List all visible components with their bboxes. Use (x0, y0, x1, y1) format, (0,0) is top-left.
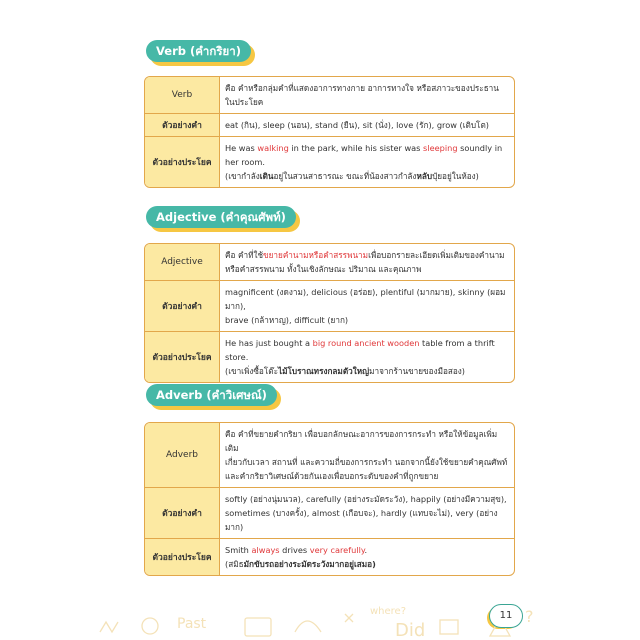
highlight-text: walking (257, 143, 289, 153)
section-title-verb: Verb (คำกริยา) (146, 40, 251, 62)
content-line (225, 469, 509, 483)
content-line (225, 455, 509, 469)
content-line (225, 95, 509, 109)
content-line (225, 313, 509, 327)
text-segment: คือ คำที่ขยายคำกริยา เพื่อบอกลักษณะอาการของการกระทำ หรือให้ข้อมูลเพิ่มเติม (225, 429, 498, 453)
doodle-decoration (95, 592, 545, 640)
table-row (145, 423, 514, 487)
content-line (225, 336, 509, 364)
content-line (225, 169, 509, 183)
section-title-adverb: Adverb (คำวิเศษณ์) (146, 384, 277, 406)
table-row (145, 77, 514, 113)
highlight-text: very carefully (309, 545, 365, 555)
text-segment: (เขากำลัง (225, 171, 260, 181)
row-label: Adverb (145, 423, 220, 487)
content-line (225, 141, 509, 169)
content-line (225, 364, 509, 378)
table-row (145, 538, 514, 575)
content-line (225, 262, 509, 276)
doodle-text-did: Did (395, 620, 426, 640)
content-line (225, 506, 509, 534)
text-segment: drives (279, 545, 310, 555)
text-segment: . (364, 545, 368, 555)
text-segment: soundly in her room. (225, 143, 503, 167)
doodle-text-past: Past (177, 616, 207, 632)
table-row (145, 280, 514, 331)
table-row (145, 331, 514, 382)
row-content (220, 332, 514, 382)
text-segment: brave (กล้าหาญ), difficult (ยาก) (225, 315, 349, 325)
text-segment: อยู่ในสวนสาธารณะ ขณะที่น้องสาวกำลัง (273, 171, 417, 181)
text-segment: sometimes (บางครั้ง), almost (เกือบจะ), hardly (แทบจะไม่), very (อย่างมาก) (225, 508, 498, 532)
content-line (225, 543, 509, 557)
section-title-adjective: Adjective (คำคุณศัพท์) (146, 206, 296, 228)
highlight-text: big round ancient wooden (312, 338, 420, 348)
row-content (220, 423, 514, 487)
content-line (225, 81, 509, 95)
doodle-text-where: where? (370, 606, 407, 617)
text-segment: He was (225, 143, 258, 153)
highlight-text: ขยายคำนามหรือคำสรรพนาม (263, 250, 369, 260)
table-row (145, 113, 514, 136)
page-number: 11 (489, 604, 523, 628)
row-label: ตัวอย่างประโยค (145, 332, 220, 382)
row-content (220, 137, 514, 187)
row-label: ตัวอย่างประโยค (145, 137, 220, 187)
adverb-table (144, 422, 515, 576)
row-content (220, 539, 514, 575)
content-line (225, 248, 509, 262)
text-segment: ปุ๋ยอยู่ในห้อง) (432, 171, 479, 181)
row-label: ตัวอย่างคำ (145, 281, 220, 331)
text-segment: คือ คำที่ใช้ (225, 250, 264, 260)
text-segment: (สมิธ (225, 559, 244, 569)
content-line (225, 118, 509, 132)
text-segment: หรือคำสรรพนาม ทั้งในเชิงลักษณะ ปริมาณ และคุณภาพ (225, 264, 422, 274)
table-row (145, 487, 514, 538)
content-line (225, 492, 509, 506)
row-content (220, 114, 514, 136)
verb-table (144, 76, 515, 188)
text-segment: He has just bought a (225, 338, 313, 348)
row-content (220, 488, 514, 538)
highlight-text: sleeping (423, 143, 458, 153)
bold-text: เดิน (259, 171, 274, 181)
content-line (225, 285, 509, 313)
row-label: ตัวอย่างคำ (145, 114, 220, 136)
text-segment: เพื่อบอกรายละเอียดเพิ่มเติมของคำนาม (368, 250, 505, 260)
row-label: Verb (145, 77, 220, 113)
text-segment: magnificent (งดงาม), delicious (อร่อย), plentiful (มากมาย), skinny (ผอมมาก), (225, 287, 506, 311)
adjective-table (144, 243, 515, 383)
row-content (220, 77, 514, 113)
content-line (225, 557, 509, 571)
text-segment: (เขาเพิ่งซื้อโต๊ะ (225, 366, 278, 376)
row-label: ตัวอย่างคำ (145, 488, 220, 538)
row-label: Adjective (145, 244, 220, 280)
text-segment: เกี่ยวกับเวลา สถานที่ และความถี่ของการกระทำ นอกจากนี้ยังใช้ขยายคำคุณศัพท์ (225, 457, 508, 467)
table-row (145, 136, 514, 187)
text-segment: คือ คำหรือกลุ่มคำที่แสดงอาการทางกาย อาการทางใจ หรือสภาวะของประธาน (225, 83, 499, 93)
highlight-text: always (251, 545, 280, 555)
bold-text: มักขับรถอย่างระมัดระวังมากอยู่เสมอ) (243, 559, 376, 569)
bold-text: ไม้โบราณทรงกลมตัวใหญ่ (277, 366, 370, 376)
text-segment: softly (อย่างนุ่มนวล), carefully (อย่างระมัดระวัง), happily (อย่างมีความสุข), (225, 494, 507, 504)
row-content (220, 244, 514, 280)
row-label: ตัวอย่างประโยค (145, 539, 220, 575)
row-content (220, 281, 514, 331)
doodle-text-question: ? (525, 607, 534, 626)
text-segment: Smith (225, 545, 252, 555)
content-line (225, 427, 509, 455)
text-segment: table from a thrift store. (225, 338, 495, 362)
bold-text: หลับ (416, 171, 433, 181)
text-segment: และคำกริยาวิเศษณ์ด้วยกันเองเพื่อบอกระดับของคำที่ถูกขยาย (225, 471, 439, 481)
text-segment: in the park, while his sister was (288, 143, 424, 153)
text-segment: ในประโยค (225, 97, 264, 107)
text-segment: มาจากร้านขายของมือสอง) (369, 366, 465, 376)
table-row (145, 244, 514, 280)
text-segment: eat (กิน), sleep (นอน), stand (ยืน), sit (นั่ง), love (รัก), grow (เติบโต) (225, 120, 489, 130)
